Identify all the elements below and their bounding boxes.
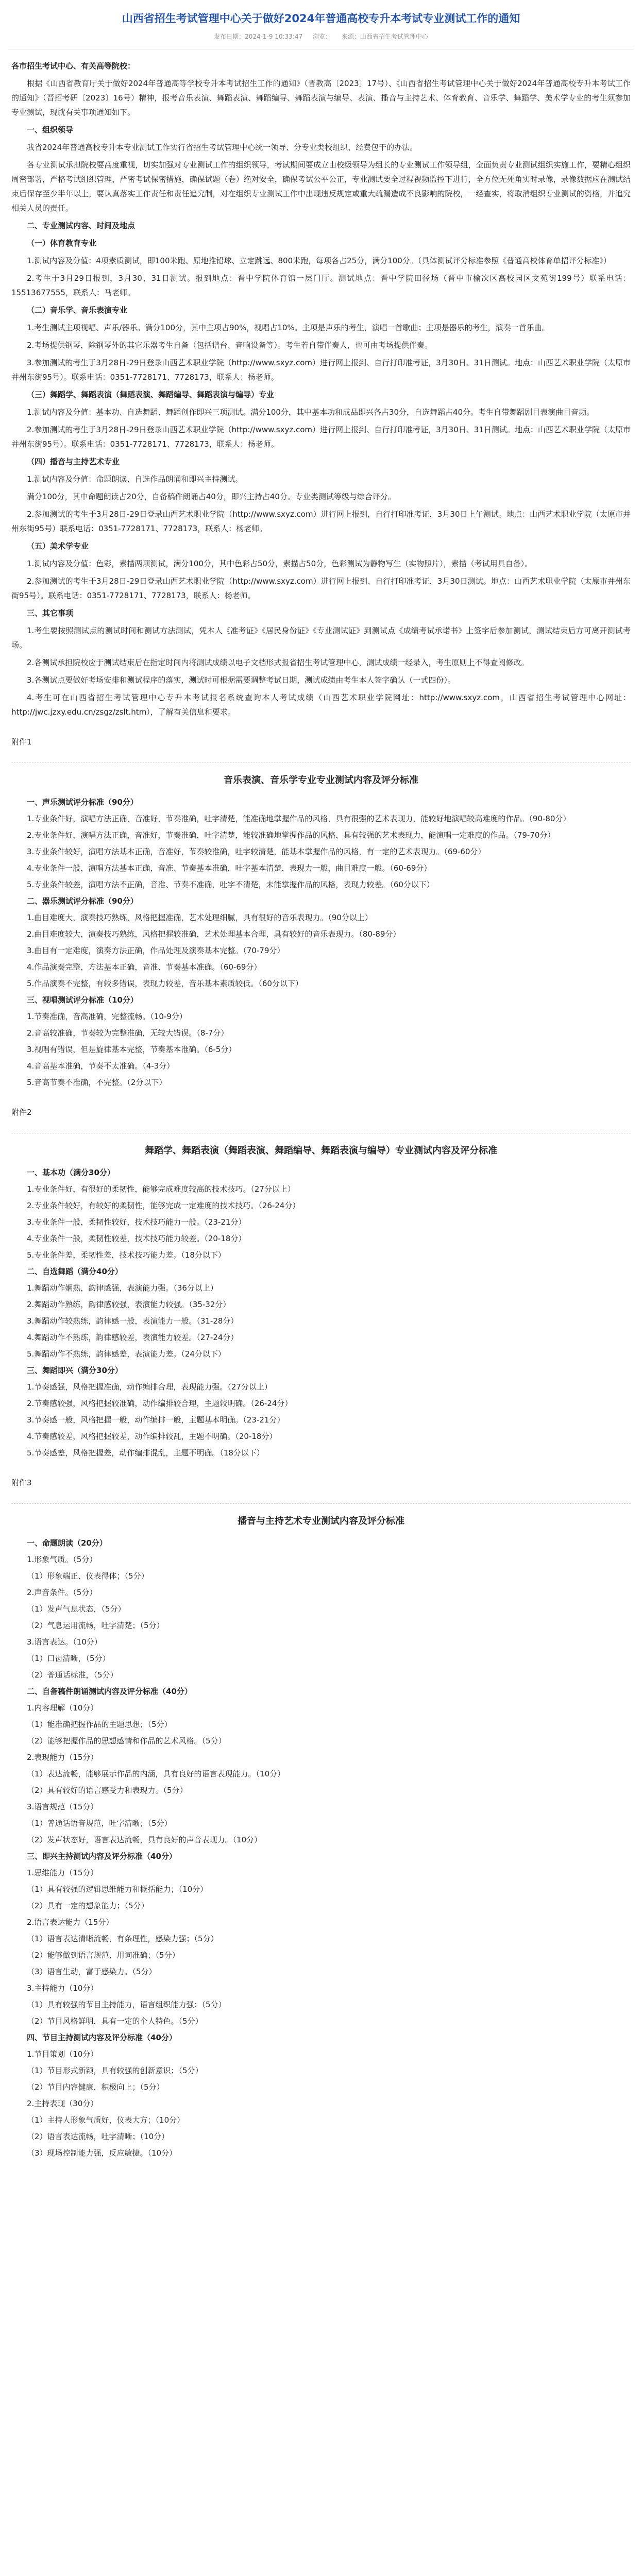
attachment-2-list	[11, 1165, 631, 1460]
list-item: 2.曲目难度较大，演奏技巧熟练，风格把握较准确，艺术处理基本合理，具有较好的音乐表现力。（80-89分）	[27, 929, 401, 939]
list-item: 3.视唱有错误，但是旋律基本完整，节奏基本准确。（6-5分）	[27, 1045, 236, 1054]
list-item: 2.音高较准确，节奏较为完整准确，无较大错误。（8-7分）	[27, 1028, 229, 1038]
list-item: 2.专业条件好，演唱方法正确，音准好，节奏准确，吐字清楚，能较准确地掌握作品的风格，具有较强的艺术表现力，能演唱一定难度的作品。（79-70分）	[27, 831, 555, 840]
list-item: （1）口齿清晰，（5分）	[27, 1654, 110, 1663]
list-item: 二、自备稿件朗诵测试内容及评分标准（40分）	[27, 1687, 192, 1696]
list-item: 1.内容理解（10分）	[27, 1703, 98, 1713]
list-item: （2）语言表达流畅，吐字清晰；（10分）	[27, 2132, 170, 2141]
list-item: 4.专业条件一般，柔韧性较差，技术技巧能力较差。（20-18分）	[27, 1234, 246, 1243]
list-item: （2）能够做到语言规范、用词准确；（5分）	[27, 1951, 180, 1960]
attachment-1-label: 附件1	[11, 737, 32, 747]
list-item: （3）语言生动，富于感染力。（5分）	[27, 1967, 157, 1976]
list-item: （3）现场控制能力强，反应敏捷。（10分）	[27, 2148, 177, 2158]
list-item: 2.表现能力（15分）	[27, 1753, 98, 1762]
list-item: （1）语言表达清晰流畅，有条理性，感染力强；（5分）	[27, 1934, 218, 1943]
list-item: 3.节奏感一般，风格把握一般，动作编排一般，主题基本明确。（23-21分）	[27, 1415, 285, 1425]
article-body	[8, 49, 634, 2160]
list-item: 5.节奏感差，风格把握差，动作编排混乱，主题不明确。（18分以下）	[27, 1448, 264, 1458]
list-item: 一、基本功（满分30分）	[27, 1168, 115, 1177]
divider	[11, 762, 631, 763]
paragraph: 2.考生于3月29日报到，3月30、31日测试。报到地点：晋中学院体育馆一层门厅。测试地点：晋中学院田径场（晋中市榆次区高校园区文苑街199号）联系电话：15513677555，联系人：马老师。	[11, 274, 631, 297]
list-item: （2）能够把握作品的思想感情和作品的艺术风格。（5分）	[27, 1736, 226, 1745]
list-item: 3.专业条件一般，柔韧性较好，技术技巧能力一般。（23-21分）	[27, 1217, 246, 1227]
article-title: 山西省招生考试管理中心关于做好2024年普通高校专升本考试专业测试工作的通知	[122, 12, 520, 25]
intro-para: 根据《山西省教育厅关于做好2024年普通高等学校专升本考试招生工作的通知》（晋教高〔2023〕17号）、《山西省招生考试管理中心关于做好2024年普通高校专升本考试工作的通知》（晋招考研〔2023〕16号）精神，报考音乐表演、舞蹈表演、舞蹈编导、舞蹈表演与编导、表演、播音与主持艺术、体育教育、音乐学、舞蹈学、美术学专业的考生须参加专业测试，现就有关事项通知如下。	[11, 79, 631, 117]
list-item: （1）表达流畅，能够展示作品的内涵，具有良好的语言表现能力。（10分）	[27, 1769, 285, 1778]
paragraph: 1.测试内容及分值：4项素质测试，即100米跑、原地推铅球、立定跳远、800米跑，每项各占25分，满分100分。（具体测试评分标准参照《普通高校体育单招评分标准》）	[27, 256, 611, 265]
divider	[11, 1503, 631, 1504]
list-item: 2.主持表现（30分）	[27, 2099, 98, 2108]
list-item: 1.思维能力（15分）	[27, 1868, 98, 1877]
list-item: （1）形象端正、仪表得体；（5分）	[27, 1571, 149, 1581]
subsection-title: （四）播音与主持艺术专业	[27, 457, 120, 466]
list-item: 二、自选舞蹈（满分40分）	[27, 1267, 123, 1276]
list-item: 1.节奏准确，音高准确，完整流畅。（10-9分）	[27, 1012, 187, 1021]
list-item: 二、器乐测试评分标准（90分）	[27, 896, 138, 906]
paragraph: 1.测试内容及分值：命题朗读、自选作品朗诵和即兴主持测试。	[27, 474, 243, 484]
paragraph: 2.参加测试的考生于3月28日-29日登录山西艺术职业学院（http://www.sxyz.com）进行网上报到，自行打印准考证，3月30日上午测试。地点：山西艺术职业学院（太原市并州东街95号）联系电话：0351-7728171、7728173，联系人：杨老师。	[11, 510, 631, 533]
paragraph: 3.参加测试的考生于3月28日-29日登录山西艺术职业学院（http://www.sxyz.com）进行网上报到、自行打印准考证，3月30日、31日测试。地点：山西艺术职业学院（太原市并州东街95号）。联系电话：0351-7728171、7728173，联系人：杨老师。	[11, 358, 631, 382]
subsection-title: （五）美术学专业	[27, 541, 89, 551]
section-title: 一、组织领导	[27, 125, 74, 134]
attachment-3-list	[11, 1536, 631, 2160]
attachment-1-list	[11, 795, 631, 1090]
section-title: 二、专业测试内容、时间及地点	[27, 221, 136, 230]
paragraph: 各专业测试承担院校要高度重视，切实加强对专业测试工作的组织领导，考试期间要成立由校级领导为组长的专业测试工作领导组，全面负责专业测试组织实施工作，要精心组织周密部署，严格考试组织管理，严密考试保密措施，确保试题（卷）绝对安全，确保考试公平公正，专业测试要全过程视频监控下进行，全方位无死角实时录像，录像数据应在测试结束后保存至少半年以上，要认真落实工作责任和责任追究制，对在组织专业测试工作中出现违反规定或重大疏漏造成不良影响的院校，一经查实，将取消组织专业测试的资格，并追究相关人员的责任。	[11, 160, 631, 213]
list-item: 三、即兴主持测试内容及评分标准（40分）	[27, 1852, 177, 1861]
paragraph: 4.考生可在山西省招生考试管理中心专升本考试报名系统查询本人考试成绩（山西艺术职业学院网址：http://www.sxyz.com，山西省招生考试管理中心网址：http://jwc.jzxy.edu.cn/zsgz/zslt.htm），了解有关信息和要求。	[11, 693, 631, 717]
list-item: 1.节目策划（10分）	[27, 2049, 98, 2059]
paragraph: 3.各测试点要做好考场安排和测试程序的落实，测试时可根据需要调整考试日期，测试成绩由考生本人签字确认（一式四份）。	[27, 675, 455, 685]
list-item: 3.舞蹈动作较熟练，韵律感一般，表演能力一般。（31-28分）	[27, 1316, 239, 1326]
list-item: 3.专业条件较好，演唱方法基本正确，音准好，节奏较准确，吐字较清楚，能基本掌握作品的风格，有一定的艺术表现力。（69-60分）	[27, 847, 486, 856]
list-item: （1）发声气息状态，（5分）	[27, 1604, 126, 1614]
list-item: 4.节奏感较差，风格把握较差，动作编排较乱，主题不明确。（20-18分）	[27, 1432, 277, 1441]
list-item: 3.语言规范（15分）	[27, 1802, 98, 1811]
list-item: 1.专业条件好，有很好的柔韧性，能够完成难度较高的技术技巧。（27分以上）	[27, 1184, 295, 1194]
list-item: 3.语言表达。（10分）	[27, 1637, 102, 1647]
paragraph: 2.参加测试的考生于3月28日-29日登录山西艺术职业学院（http://www.sxyz.com）进行网上报到、自行打印准考证，3月30日测试。地点：山西艺术职业学院（太原市并州东街95号）。联系电话：0351-7728171、7728173，联系人：杨老师。	[11, 577, 631, 600]
paragraph: 1.测试内容及分值：色彩，素描两项测试，满分100分，其中色彩占50分，素描占50分，色彩测试为静物写生（实物照片），素描（考试用具自备）。	[27, 559, 533, 568]
paragraph: 2.参加测试的考生于3月28日-29日登录山西艺术职业学院（http://www.sxyz.com）进行网上报到、自行打印准考证，3月30日、31日测试。地点：山西艺术职业学院（太原市并州东街95号）。联系电话：0351-7728171、7728173，联系人：杨老师。	[11, 425, 631, 449]
greeting: 各市招生考试中心、有关高等院校：	[11, 61, 136, 71]
paragraph: 1.测试内容及分值：基本功、自选舞蹈、舞蹈创作即兴三项测试。满分100分，其中基本功和成品即兴各占30分，自选舞蹈占40分。考生自带舞蹈剧目表演曲目音频。	[27, 408, 595, 417]
attachment-3-title: 播音与主持艺术专业测试内容及评分标准	[238, 1516, 404, 1527]
subsection-title: （三）舞蹈学、舞蹈表演（舞蹈表演、舞蹈编导、舞蹈表演与编导）专业	[27, 390, 275, 399]
subsection-title: （一）体育教育专业	[27, 239, 97, 248]
article-meta	[8, 30, 634, 49]
list-item: （2）普通话标准，（5分）	[27, 1670, 118, 1680]
meta-views: 浏览：	[313, 33, 332, 40]
list-item: （2）气息运用流畅，吐字清楚；（5分）	[27, 1621, 164, 1630]
list-item: 2.声音条件。（5分）	[27, 1588, 97, 1597]
list-item: （1）主持人形象气质好，仪表大方；（10分）	[27, 2115, 185, 2125]
meta-source: 来源：山西省招生考试管理中心	[341, 33, 428, 40]
paragraph: 2.各测试承担院校应于测试结束后在指定时间内将测试成绩以电子文档形式报省招生考试管理中心，测试成绩一经录入，考生原则上不得查阅修改。	[27, 658, 529, 667]
list-item: 5.专业条件差，柔韧性差，技术技巧能力差。（18分以下）	[27, 1250, 226, 1260]
list-item: 2.专业条件较好，有较好的柔韧性，能够完成一定难度的技术技巧。（26-24分）	[27, 1201, 300, 1210]
list-item: 一、命题朗读（20分）	[27, 1538, 107, 1548]
paragraph: 1.考生测试主项视唱、声乐/器乐。满分100分，其中主项占90%，视唱占10%。主项是声乐的考生，演唱一首歌曲；主项是器乐的考生，演奏一首乐曲。	[27, 323, 550, 332]
list-item: （2）节目内容健康，积极向上；（5分）	[27, 2082, 164, 2092]
attachment-2-title: 舞蹈学、舞蹈表演（舞蹈表演、舞蹈编导、舞蹈表演与编导）专业测试内容及评分标准	[145, 1145, 497, 1156]
list-item: 2.节奏感较强，风格把握较准确，动作编排较合理，主题较明确。（26-24分）	[27, 1399, 293, 1408]
list-item: 5.音高节奏不准确，不完整。（2分以下）	[27, 1078, 167, 1087]
list-item: （1）能准确把握作品的主题思想；（5分）	[27, 1720, 172, 1729]
list-item: （2）具有较好的语言感受力和表现力。（5分）	[27, 1786, 188, 1795]
list-item: 5.专业条件较差，演唱方法不正确，音准、节奏不准确，吐字不清楚，未能掌握作品的风格，表现力较差。（60分以下）	[27, 880, 434, 889]
list-item: 1.舞蹈动作娴熟，韵律感强，表演能力强。（36分以上）	[27, 1283, 218, 1293]
list-item: （2）具有一定的想象能力；（5分）	[27, 1901, 149, 1910]
meta-date: 发布日期：2024-1-9 10:33:47	[214, 33, 303, 40]
paragraph: 2.考场提供钢琴，除钢琴外的其它乐器考生自备（包括谱台、音响设备等）。考生若自带伴奏人，也可由考场提供伴奏。	[27, 341, 432, 350]
list-item: 3.曲目有一定难度，演奏方法正确，作品处理及演奏基本完整。（70-79分）	[27, 946, 285, 955]
attachment-2-label: 附件2	[11, 1108, 32, 1117]
list-item: （2）节目风格鲜明，具有一定的个人特色。（5分）	[27, 2016, 203, 2026]
list-item: 1.专业条件好，演唱方法正确，音准好，节奏准确，吐字清楚，能准确地掌握作品的风格，具有很强的艺术表现力，能较好地演唱较高难度的作品。（90-80分）	[27, 814, 571, 823]
list-item: （1）节目形式新颖，具有较强的创新意识；（5分）	[27, 2066, 203, 2075]
list-item: 1.曲目难度大，演奏技巧熟练，风格把握准确，艺术处理细腻，具有很好的音乐表现力。（90分以上）	[27, 913, 373, 922]
list-item: 4.作品演奏完整，方法基本正确，音准、节奏基本准确。（60-69分）	[27, 962, 262, 972]
list-item: 4.专业条件一般，演唱方法基本正确，音准、节奏基本准确，吐字基本清楚，表现力一般，曲目难度一般。（60-69分）	[27, 863, 432, 873]
list-item: 5.舞蹈动作不熟练，韵律感差，表演能力差。（24分以下）	[27, 1349, 226, 1359]
paragraph: 1.考生要按照测试点的测试时间和测试方法测试，凭本人《准考证》《居民身份证》《专业测试证》到测试点《成绩考试承诺书》上签字后参加测试，测试结束后方可离开测试考场。	[11, 626, 631, 650]
list-item: 三、视唱测试评分标准（10分）	[27, 995, 138, 1005]
list-item: 4.舞蹈动作不熟练，韵律感较差，表演能力较差。（27-24分）	[27, 1333, 239, 1342]
list-item: （1）普通话语音规范，吐字清晰；（5分）	[27, 1819, 172, 1828]
list-item: 2.舞蹈动作熟练，韵律感较强，表演能力较强。（35-32分）	[27, 1300, 231, 1309]
list-item: （2）发声状态好，语言表达流畅，具有良好的声音表现力。（10分）	[27, 1835, 262, 1844]
attachment-3-label: 附件3	[11, 1478, 32, 1487]
subsection-title: （二）音乐学、音乐表演专业	[27, 306, 128, 315]
section-title: 三、其它事项	[27, 608, 74, 618]
list-item: 5.作品演奏不完整，有较多错误，表现力较差，音乐基本素质较低。（60分以下）	[27, 979, 303, 988]
list-item: 3.主持能力（10分）	[27, 1984, 98, 1993]
list-item: 4.音高基本准确，节奏不太准确。（4-3分）	[27, 1061, 175, 1071]
list-item: （1）具有较强的节目主持能力，语言组织能力强；（5分）	[27, 2000, 226, 2009]
list-item: 三、舞蹈即兴（满分30分）	[27, 1366, 123, 1375]
paragraph: 我省2024年普通高校专升本专业测试工作实行省招生考试管理中心统一领导、分专业类校组织、经费包干的办法。	[27, 143, 418, 152]
list-item: （1）具有较强的逻辑思维能力和概括能力；（10分）	[27, 1885, 208, 1894]
paragraph: 满分100分，其中命题朗读占20分，自备稿件朗诵占40分，即兴主持占40分。专业类测试等级与综合评分。	[27, 492, 396, 501]
list-item: 2.语言表达能力（15分）	[27, 1918, 114, 1927]
list-item: 一、声乐测试评分标准（90分）	[27, 798, 138, 807]
list-item: 四、节目主持测试内容及评分标准（40分）	[27, 2033, 177, 2042]
attachment-1-title: 音乐表演、音乐学专业专业测试内容及评分标准	[224, 775, 418, 786]
list-item: 1.形象气质。（5分）	[27, 1555, 97, 1564]
list-item: 1.节奏感强，风格把握准确，动作编排合理，表现能力强。（27分以上）	[27, 1382, 272, 1392]
